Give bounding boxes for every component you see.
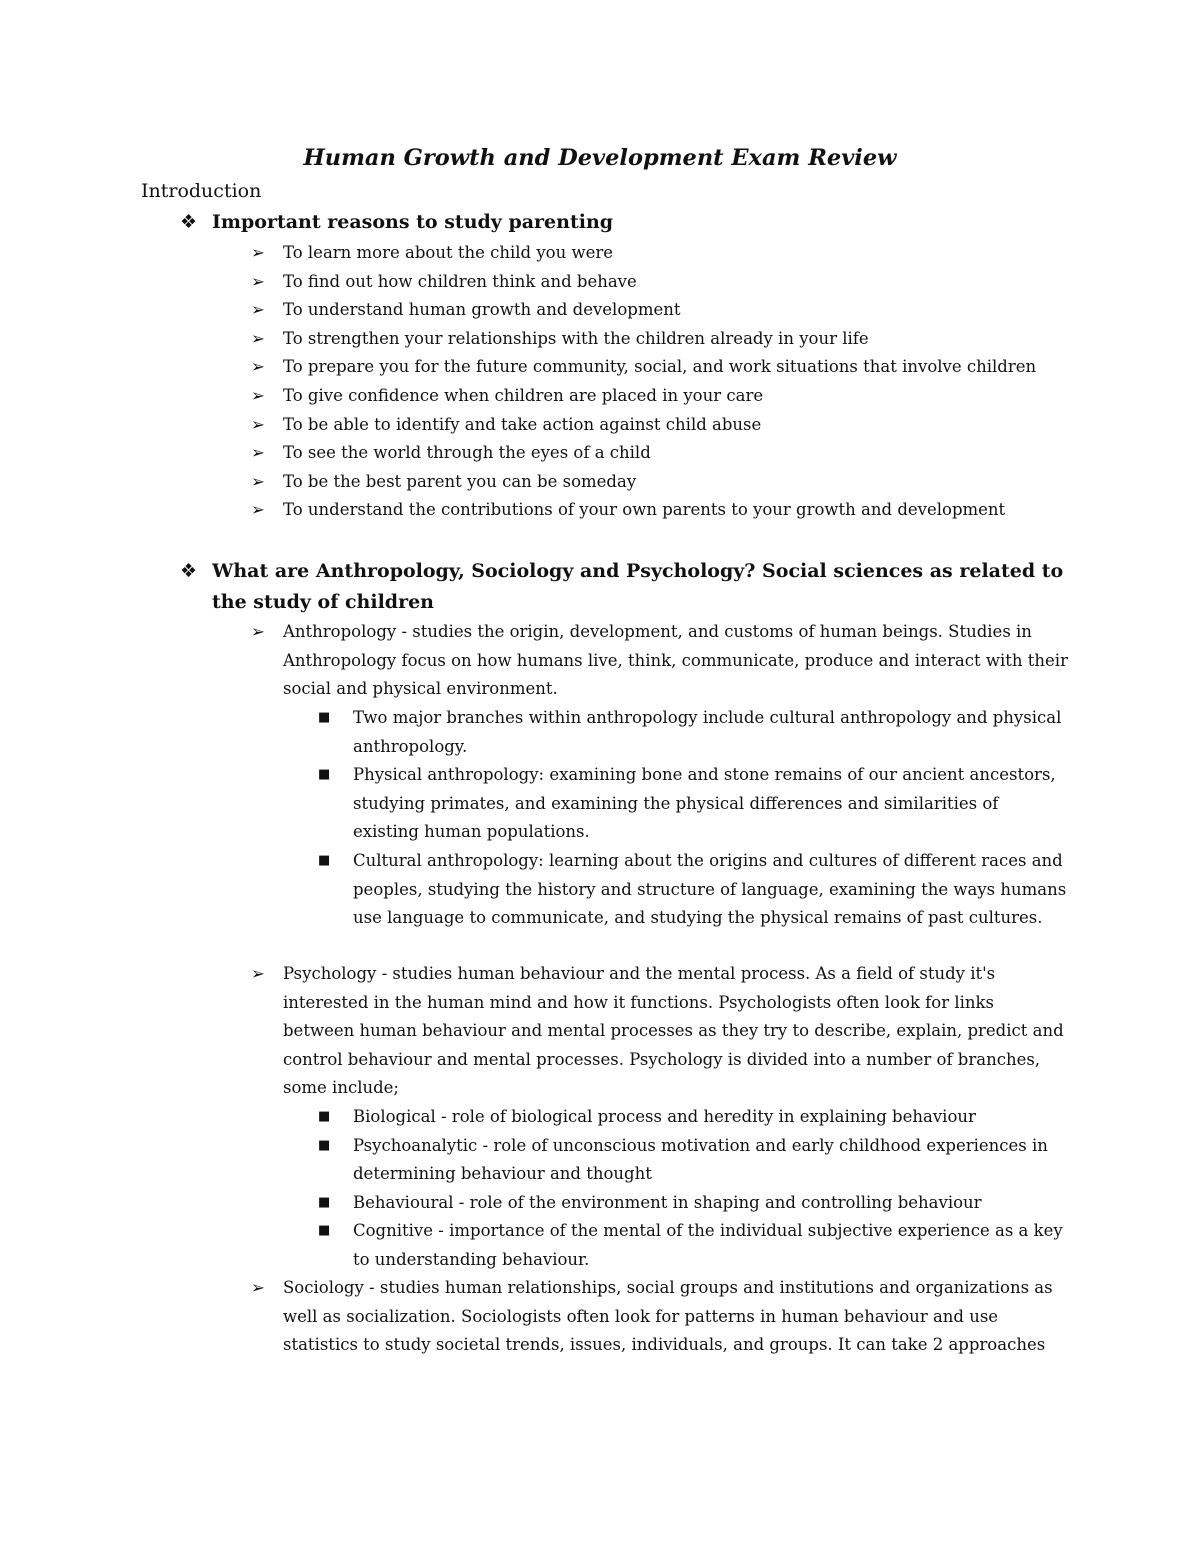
list-item: ➢ To learn more about the child you were (283, 239, 1083, 268)
heading-text: What are Anthropology, Sociology and Psychology? Social sciences as related to the study of children (212, 560, 1064, 613)
list-item: ■ Two major branches within anthropology include cultural anthropology and physical anthropology. (353, 704, 1068, 761)
arrow-bullet-icon: ➢ (251, 414, 265, 434)
list-item: ➢ To see the world through the eyes of a child (283, 439, 1083, 468)
list-item: ➢ To give confidence when children are placed in your care (283, 382, 1083, 411)
list-item: ■ Physical anthropology: examining bone and stone remains of our ancient ancestors, studying primates, and examining the physical differences and similarities of existing human populations. (353, 761, 1068, 847)
document-title: Human Growth and Development Exam Review (303, 145, 897, 171)
reasons-list (251, 239, 1083, 525)
list-item: ➢ To be the best parent you can be someday (283, 468, 1083, 497)
sociology-list (251, 1274, 1068, 1360)
anthropology-sublist (318, 704, 1068, 933)
arrow-bullet-icon: ➢ (251, 357, 265, 377)
list-item: ➢ To find out how children think and behave (283, 268, 1083, 297)
anthropology-list (251, 618, 1068, 704)
arrow-bullet-icon: ➢ (251, 385, 265, 405)
list-item-sociology: ➢ Sociology - studies human relationships, social groups and institutions and organizations as well as socialization. Sociologists often look for patterns in human behaviour and use statistics to study societal trends, issues, individuals, and groups. It can take 2 approaches (283, 1274, 1068, 1360)
square-bullet-icon: ■ (318, 1194, 331, 1210)
heading-social-sciences (180, 556, 1072, 618)
arrow-bullet-icon: ➢ (251, 500, 265, 520)
arrow-bullet-icon: ➢ (251, 622, 265, 641)
arrow-bullet-icon: ➢ (251, 471, 265, 491)
list-item: ➢ To be able to identify and take action against child abuse (283, 411, 1083, 440)
square-bullet-icon: ■ (318, 767, 331, 783)
diamond-bullet-icon: ❖ (180, 560, 198, 582)
list-item: ➢ To strengthen your relationships with the children already in your life (283, 325, 1083, 354)
arrow-bullet-icon: ➢ (251, 964, 265, 983)
arrow-bullet-icon: ➢ (251, 271, 265, 291)
list-item: ■ Behavioural - role of the environment in shaping and controlling behaviour (353, 1189, 1068, 1218)
list-item: ■ Cultural anthropology: learning about the origins and cultures of different races and peoples, studying the history and structure of language, examining the ways humans use language to communicate, and studying the physical remains of past cultures. (353, 847, 1068, 933)
arrow-bullet-icon: ➢ (251, 443, 265, 463)
square-bullet-icon: ■ (318, 852, 331, 868)
arrow-bullet-icon: ➢ (251, 1278, 265, 1297)
heading-important-reasons (180, 207, 1072, 238)
heading-text: Important reasons to study parenting (212, 211, 614, 233)
list-item: ➢ To prepare you for the future community, social, and work situations that involve children (283, 353, 1083, 382)
arrow-bullet-icon: ➢ (251, 243, 265, 262)
arrow-bullet-icon: ➢ (251, 328, 265, 348)
arrow-bullet-icon: ➢ (251, 300, 265, 320)
list-item-anthropology: ➢ Anthropology - studies the origin, development, and customs of human beings. Studies in Anthropology focus on how humans live, think, communicate, produce and interact with their social and physical environment. (283, 618, 1068, 704)
square-bullet-icon: ■ (318, 1109, 331, 1124)
square-bullet-icon: ■ (318, 1223, 331, 1239)
list-item-psychology: ➢ Psychology - studies human behaviour and the mental process. As a field of study it's interested in the human mind and how it functions. Psychologists often look for links between human behaviour and mental processes as they try to describe, explain, predict and control behaviour and mental processes. Psychology is divided into a number of branches, some include; (283, 960, 1068, 1103)
list-item: ➢ To understand the contributions of your own parents to your growth and development (283, 496, 1083, 525)
list-item: ➢ To understand human growth and development (283, 296, 1083, 325)
list-item: ■ Cognitive - importance of the mental of the individual subjective experience as a key to understanding behaviour. (353, 1217, 1068, 1274)
list-item: ■ Biological - role of biological process and heredity in explaining behaviour (353, 1103, 1068, 1132)
psychology-sublist (318, 1103, 1068, 1275)
psychology-list (251, 960, 1068, 1103)
section-label-introduction: Introduction (141, 180, 262, 202)
list-item: ■ Psychoanalytic - role of unconscious motivation and early childhood experiences in determining behaviour and thought (353, 1132, 1068, 1189)
square-bullet-icon: ■ (318, 1137, 331, 1153)
diamond-bullet-icon: ❖ (180, 211, 198, 233)
square-bullet-icon: ■ (318, 710, 331, 725)
